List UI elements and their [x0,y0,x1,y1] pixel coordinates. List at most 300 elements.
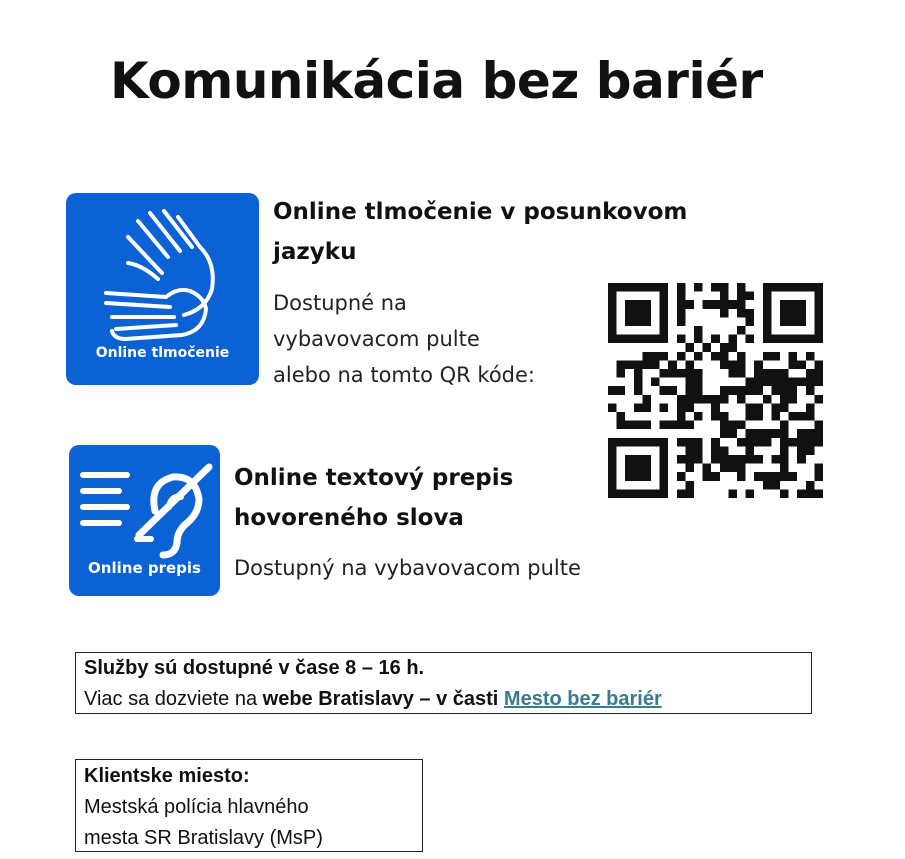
qr-module [771,378,780,387]
qr-module [737,438,746,447]
service-1-description: Dostupné na vybavovacom pulte alebo na tomto QR kóde: [273,291,536,387]
qr-module [660,300,669,309]
qr-module [634,335,643,344]
qr-module [634,472,643,481]
qr-module [642,464,651,473]
qr-module [608,309,617,318]
qr-module [814,378,823,387]
qr-module [797,412,806,421]
qr-module [625,335,634,344]
qr-module [806,446,815,455]
qr-module [780,378,789,387]
qr-module [677,489,686,498]
qr-module [763,472,772,481]
qr-module [737,326,746,335]
transcript-tile [69,445,220,596]
qr-module [737,283,746,292]
qr-module [780,317,789,326]
qr-module [677,317,686,326]
qr-module [780,455,789,464]
qr-module [685,386,694,395]
qr-module [814,369,823,378]
qr-module [660,369,669,378]
qr-module [797,446,806,455]
qr-module [660,446,669,455]
qr-module [625,309,634,318]
qr-module [806,283,815,292]
qr-module [608,386,617,395]
qr-module [763,378,772,387]
qr-module [806,481,815,490]
qr-module [814,464,823,473]
qr-module [746,446,755,455]
qr-module [634,489,643,498]
qr-module [711,395,720,404]
qr-module [625,464,634,473]
transcript-tile-label: Online prepis [88,559,201,577]
qr-module [737,464,746,473]
qr-module [728,421,737,430]
qr-module [685,395,694,404]
qr-module [634,455,643,464]
qr-module [651,489,660,498]
qr-module [694,378,703,387]
qr-module [789,309,798,318]
qr-module [737,360,746,369]
qr-module [780,421,789,430]
qr-module [780,438,789,447]
qr-module [763,309,772,318]
qr-module [617,360,626,369]
qr-module [651,438,660,447]
qr-module [797,489,806,498]
qr-module [617,421,626,430]
qr-module [754,472,763,481]
qr-module [797,309,806,318]
qr-module [789,300,798,309]
qr-module [685,446,694,455]
qr-module [685,378,694,387]
qr-module [814,421,823,430]
qr-module [763,369,772,378]
qr-module [728,386,737,395]
qr-module [711,335,720,344]
qr-module [694,335,703,344]
qr-module [746,309,755,318]
qr-module [668,421,677,430]
qr-module [642,395,651,404]
qr-module [711,403,720,412]
qr-module [703,464,712,473]
service-2-heading: Online textový prepis hovoreného slova [234,465,514,531]
qr-module [771,429,780,438]
qr-module [660,403,669,412]
qr-module [728,343,737,352]
qr-module [634,360,643,369]
qr-module [642,472,651,481]
qr-module [677,300,686,309]
qr-module [694,352,703,361]
qr-module [694,386,703,395]
qr-module [703,395,712,404]
qr-module [737,386,746,395]
qr-module [677,438,686,447]
qr-module [634,309,643,318]
qr-module [677,395,686,404]
qr-code-icon[interactable] [608,283,823,498]
qr-module [608,489,617,498]
qr-module [728,489,737,498]
qr-module [660,352,669,361]
qr-module [694,395,703,404]
qr-module [677,309,686,318]
qr-module [617,386,626,395]
info-box [75,652,812,714]
qr-module [763,438,772,447]
qr-module [806,378,815,387]
qr-module [746,335,755,344]
qr-module [814,309,823,318]
page-title: Komunikácia bez bariér [110,52,763,110]
qr-module [685,300,694,309]
qr-module [806,438,815,447]
qr-module [685,438,694,447]
qr-module [771,412,780,421]
qr-module [694,412,703,421]
qr-module [617,438,626,447]
qr-module [814,438,823,447]
qr-module [720,352,729,361]
service-hours: Služby sú dostupné v čase 8 – 16 h. [84,657,425,679]
qr-module [746,429,755,438]
qr-module [780,395,789,404]
qr-module [754,403,763,412]
qr-module [797,455,806,464]
qr-module [660,326,669,335]
qr-module [703,300,712,309]
qr-module [703,343,712,352]
qr-module [789,283,798,292]
qr-module [660,455,669,464]
qr-module [677,421,686,430]
sign-language-tile-label: Online tlmočenie [95,345,230,361]
qr-module [660,317,669,326]
qr-module [728,335,737,344]
qr-module [806,386,815,395]
sign-language-tile [66,193,259,385]
qr-module [814,335,823,344]
qr-module [814,292,823,301]
qr-module [737,395,746,404]
qr-module [728,300,737,309]
qr-module [737,369,746,378]
qr-module [685,343,694,352]
qr-module [608,446,617,455]
qr-module [754,429,763,438]
qr-module [642,421,651,430]
qr-module [625,317,634,326]
qr-module [806,352,815,361]
qr-module [780,386,789,395]
qr-module [728,455,737,464]
qr-module [651,335,660,344]
qr-module [746,438,755,447]
qr-module [711,438,720,447]
qr-module [677,412,686,421]
qr-module [780,335,789,344]
qr-module [694,283,703,292]
qr-module [814,360,823,369]
qr-module [711,412,720,421]
qr-module [608,283,617,292]
qr-module [806,429,815,438]
qr-module [737,309,746,318]
qr-module [754,378,763,387]
qr-module [617,412,626,421]
qr-module [642,403,651,412]
qr-module [660,386,669,395]
qr-module [720,429,729,438]
qr-module [806,412,815,421]
qr-module [771,352,780,361]
qr-module [660,292,669,301]
qr-module [642,283,651,292]
qr-module [694,446,703,455]
qr-module [814,300,823,309]
qr-module [728,369,737,378]
qr-module [720,395,729,404]
qr-module [642,309,651,318]
qr-module [711,283,720,292]
qr-module [746,412,755,421]
client-location-line-1: Mestská polícia hlavného [84,796,309,818]
qr-module [814,472,823,481]
qr-module [660,481,669,490]
qr-module [763,300,772,309]
qr-module [651,352,660,361]
qr-module [720,412,729,421]
qr-module [660,309,669,318]
qr-module [728,360,737,369]
qr-module [806,489,815,498]
qr-module [771,335,780,344]
qr-module [694,369,703,378]
client-location-label: Klientske miesto: [84,765,250,787]
qr-module [763,283,772,292]
qr-module [668,386,677,395]
qr-module [651,283,660,292]
qr-module [634,421,643,430]
qr-module [625,360,634,369]
qr-module [763,352,772,361]
qr-module [806,335,815,344]
qr-module [814,317,823,326]
qr-module [625,421,634,430]
qr-module [763,326,772,335]
qr-module [746,455,755,464]
qr-module [754,386,763,395]
qr-module [677,335,686,344]
qr-module [608,438,617,447]
qr-module [720,360,729,369]
qr-module [642,300,651,309]
qr-module [677,292,686,301]
qr-module [608,472,617,481]
qr-module [685,360,694,369]
qr-module [737,352,746,361]
qr-module [677,472,686,481]
qr-module [608,335,617,344]
qr-module [668,360,677,369]
qr-module [694,326,703,335]
qr-module [797,300,806,309]
qr-module [608,300,617,309]
qr-module [754,369,763,378]
qr-module [737,292,746,301]
client-location-line-2: mesta SR Bratislavy (MsP) [84,827,323,849]
qr-module [789,395,798,404]
qr-module [780,472,789,481]
qr-module [677,455,686,464]
qr-module [789,472,798,481]
qr-module [608,455,617,464]
qr-module [634,438,643,447]
qr-module [720,283,729,292]
qr-module [651,360,660,369]
qr-module [780,309,789,318]
qr-module [711,472,720,481]
qr-module [797,335,806,344]
qr-module [763,317,772,326]
qr-module [789,352,798,361]
qr-module [677,369,686,378]
qr-module [780,464,789,473]
qr-module [814,429,823,438]
qr-module [771,369,780,378]
qr-module [651,378,660,387]
qr-module [814,489,823,498]
qr-module [625,300,634,309]
client-location-box [75,759,423,852]
qr-module [754,455,763,464]
qr-module [685,403,694,412]
qr-module [763,429,772,438]
qr-module [814,395,823,404]
qr-module [711,352,720,361]
qr-module [797,438,806,447]
qr-module [720,421,729,430]
qr-module [634,378,643,387]
qr-module [780,446,789,455]
qr-module [720,386,729,395]
qr-module [642,360,651,369]
qr-module [780,300,789,309]
qr-module [668,369,677,378]
qr-module [763,335,772,344]
qr-module [737,421,746,430]
qr-module [660,464,669,473]
qr-module [780,489,789,498]
qr-module [780,283,789,292]
qr-module [625,455,634,464]
qr-module [720,446,729,455]
qr-module [677,283,686,292]
qr-module [685,489,694,498]
qr-module [642,455,651,464]
qr-module [789,386,798,395]
qr-module [685,464,694,473]
qr-module [789,412,798,421]
mesto-bez-barier-link[interactable]: Mesto bez bariér [503,688,662,710]
qr-module [694,438,703,447]
qr-module [634,403,643,412]
qr-module [746,378,755,387]
qr-module [780,403,789,412]
qr-module [720,309,729,318]
qr-module [797,429,806,438]
qr-module [642,335,651,344]
qr-module [617,489,626,498]
qr-module [625,489,634,498]
qr-module [642,438,651,447]
qr-module [780,429,789,438]
qr-module [771,455,780,464]
qr-module [608,292,617,301]
qr-module [780,369,789,378]
qr-module [806,369,815,378]
qr-module [677,403,686,412]
qr-module [685,369,694,378]
qr-module [771,386,780,395]
qr-module [634,300,643,309]
qr-module [677,352,686,361]
qr-module [797,360,806,369]
qr-module [814,326,823,335]
qr-module [728,429,737,438]
qr-module [711,446,720,455]
qr-module [642,489,651,498]
qr-module [608,464,617,473]
qr-module [746,403,755,412]
qr-module [754,360,763,369]
qr-module [746,317,755,326]
qr-module [660,421,669,430]
qr-module [625,438,634,447]
qr-module [754,438,763,447]
qr-module [660,283,669,292]
qr-module [797,283,806,292]
qr-module [720,343,729,352]
qr-module [737,300,746,309]
qr-module [763,481,772,490]
qr-module [797,317,806,326]
qr-module [660,438,669,447]
qr-module [694,455,703,464]
qr-module [746,292,755,301]
qr-module [685,421,694,430]
qr-module [608,403,617,412]
qr-module [660,489,669,498]
qr-module [720,464,729,473]
qr-module [720,292,729,301]
qr-module [634,369,643,378]
qr-module [608,326,617,335]
qr-module [789,378,798,387]
qr-module [771,481,780,490]
qr-module [660,335,669,344]
qr-module [634,317,643,326]
qr-module [685,455,694,464]
